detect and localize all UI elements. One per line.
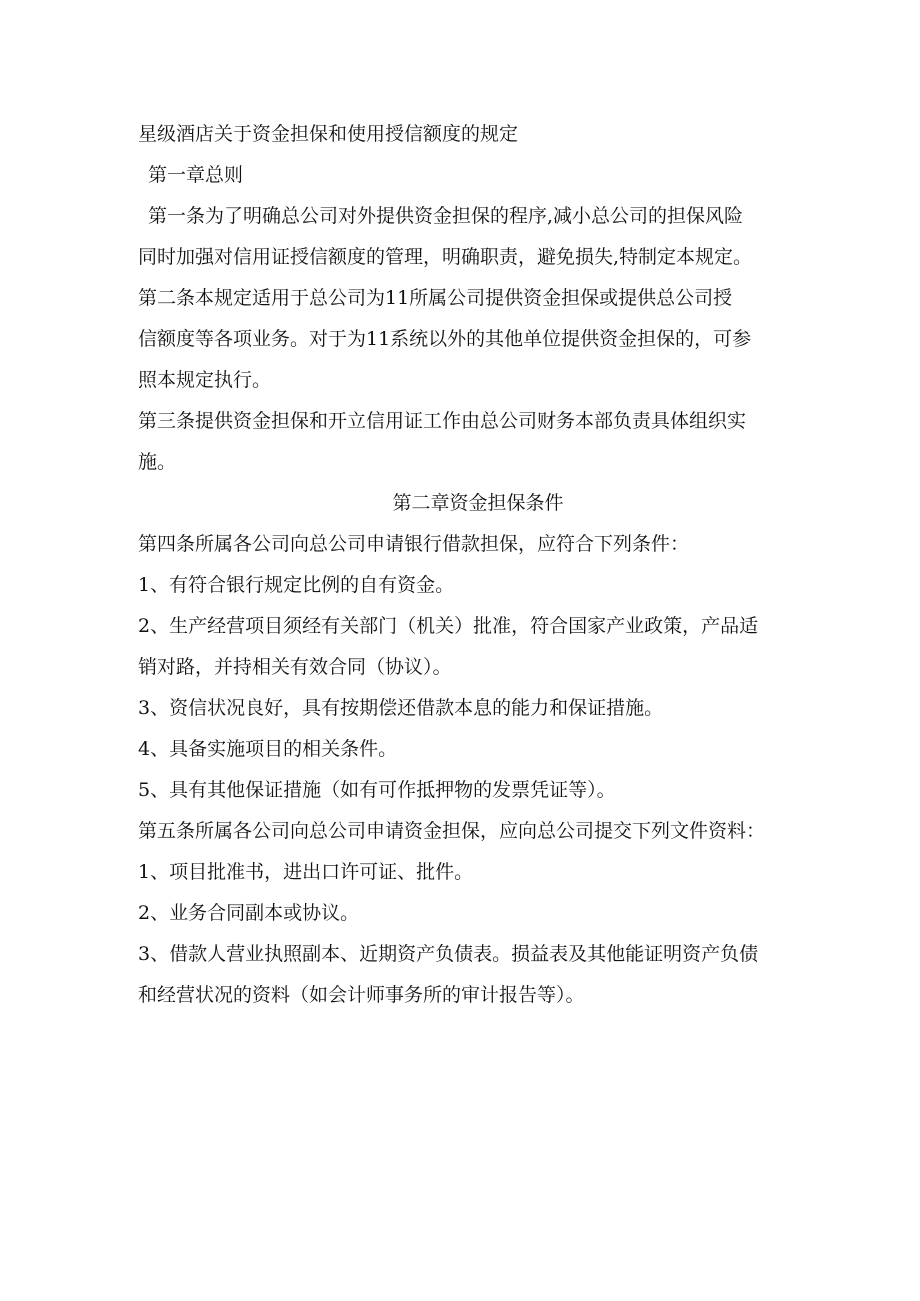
text-line: 第三条提供资金担保和开立信用证工作由总公司财务本部负责具体组织实 <box>138 410 747 432</box>
text-line: 和经营状况的资料（如会计师事务所的审计报告等）。 <box>138 984 585 1006</box>
text-line: 第二条本规定适用于总公司为11所属公司提供资金担保或提供总公司授 <box>138 287 733 309</box>
text-line: 5、具有其他保证措施（如有可作抵押物的发票凭证等）。 <box>138 779 616 801</box>
text-line: 3、资信状况良好，具有按期偿还借款本息的能力和保证措施。 <box>138 697 664 719</box>
text-line: 第四条所属各公司向总公司申请银行借款担保，应符合下列条件： <box>138 533 690 555</box>
text-line: 信额度等各项业务。对于为11系统以外的其他单位提供资金担保的，可参 <box>138 328 752 350</box>
text-line: 施。 <box>138 451 177 473</box>
document-body <box>138 114 818 1016</box>
text-line: 4、具备实施项目的相关条件。 <box>138 738 398 760</box>
text-line: 第五条所属各公司向总公司申请资金担保，应向总公司提交下列文件资料： <box>138 820 766 842</box>
text-line: 2、生产经营项目须经有关部门（机关）批准，符合国家产业政策，产品适 <box>138 615 759 637</box>
text-line: 同时加强对信用证授信额度的管理，明确职责，避免损失,特制定本规定。 <box>138 246 753 268</box>
text-line: 第二章资金担保条件 <box>392 492 564 514</box>
text-line: 销对路，并持相关有效合同（协议）。 <box>138 656 452 678</box>
text-line: 照本规定执行。 <box>138 369 272 391</box>
text-line: 3、借款人营业执照副本、近期资产负债表。损益表及其他能证明资产负债 <box>138 943 759 965</box>
document-title: 星级酒店关于资金担保和使用授信额度的规定 <box>138 123 519 145</box>
text-line: 1、项目批准书，进出口许可证、批件。 <box>138 861 474 883</box>
text-line: 1、有符合银行规定比例的自有资金。 <box>138 574 455 596</box>
text-line: 第一条为了明确总公司对外提供资金担保的程序,减小总公司的担保风险 <box>148 205 744 227</box>
text-line: 第一章总则 <box>148 164 244 186</box>
text-line: 2、业务合同副本或协议。 <box>138 902 360 924</box>
